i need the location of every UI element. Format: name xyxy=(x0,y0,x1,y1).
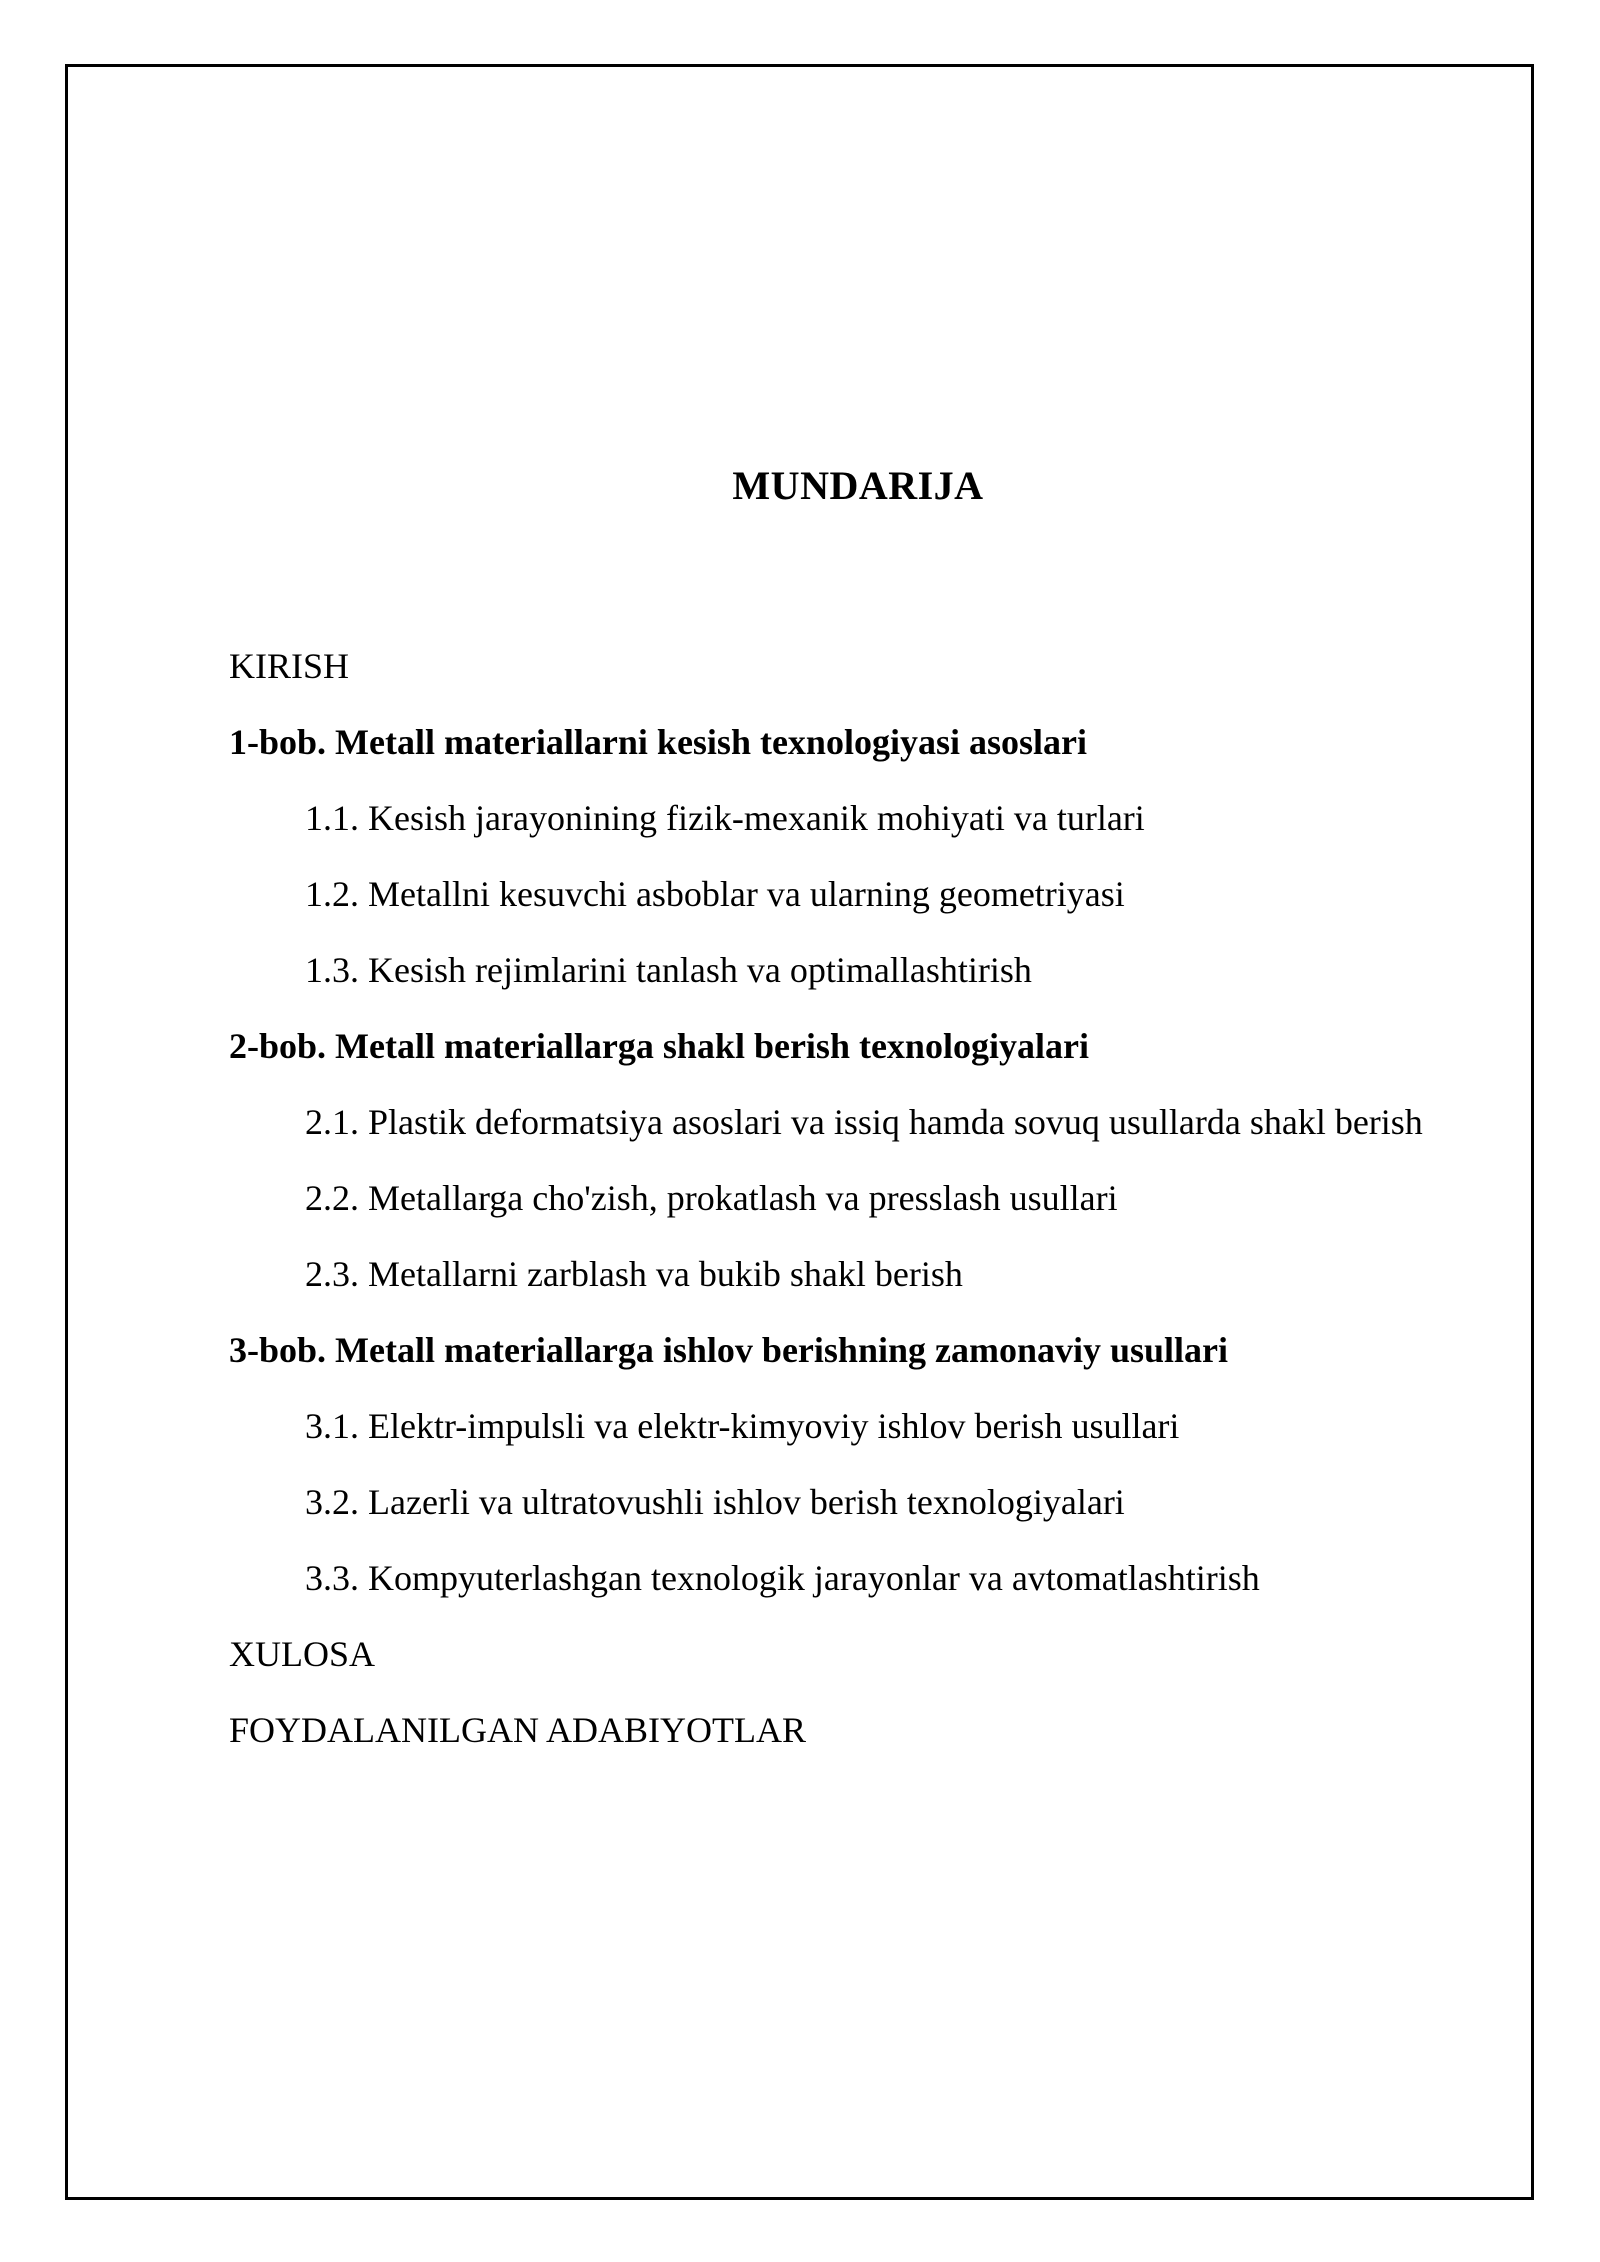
toc-entry-references: FOYDALANILGAN ADABIYOTLAR xyxy=(229,1710,806,1750)
toc-entry-introduction: KIRISH xyxy=(229,646,350,686)
table-of-contents xyxy=(229,638,1529,1778)
toc-section-2-3: 2.3. Metallarni zarblash va bukib shakl berish xyxy=(305,1254,963,1294)
toc-section-3-1: 3.1. Elektr-impulsli va elektr-kimyoviy ishlov berish usullari xyxy=(305,1406,1180,1446)
toc-section-2-2: 2.2. Metallarga cho'zish, prokatlash va presslash usullari xyxy=(305,1178,1118,1218)
toc-chapter-2: 2-bob. Metall materiallarga shakl berish texnologiyalari xyxy=(229,1026,1089,1066)
toc-section-1-2: 1.2. Metallni kesuvchi asboblar va ularning geometriyasi xyxy=(305,874,1125,914)
toc-chapter-3: 3-bob. Metall materiallarga ishlov berishning zamonaviy usullari xyxy=(229,1330,1229,1370)
toc-section-3-2: 3.2. Lazerli va ultratovushli ishlov berish texnologiyalari xyxy=(305,1482,1125,1522)
toc-section-1-3: 1.3. Kesish rejimlarini tanlash va optimallashtirish xyxy=(305,950,1032,990)
toc-section-3-3: 3.3. Kompyuterlashgan texnologik jarayonlar va avtomatlashtirish xyxy=(305,1558,1260,1598)
toc-section-1-1: 1.1. Kesish jarayonining fizik-mexanik mohiyati va turlari xyxy=(305,798,1145,838)
toc-chapter-1: 1-bob. Metall materiallarni kesish texnologiyasi asoslari xyxy=(229,722,1087,762)
page-title: MUNDARIJA xyxy=(732,463,984,508)
toc-entry-conclusion: XULOSA xyxy=(229,1634,376,1674)
toc-section-2-1: 2.1. Plastik deformatsiya asoslari va issiq hamda sovuq usullarda shakl berish xyxy=(305,1102,1423,1142)
